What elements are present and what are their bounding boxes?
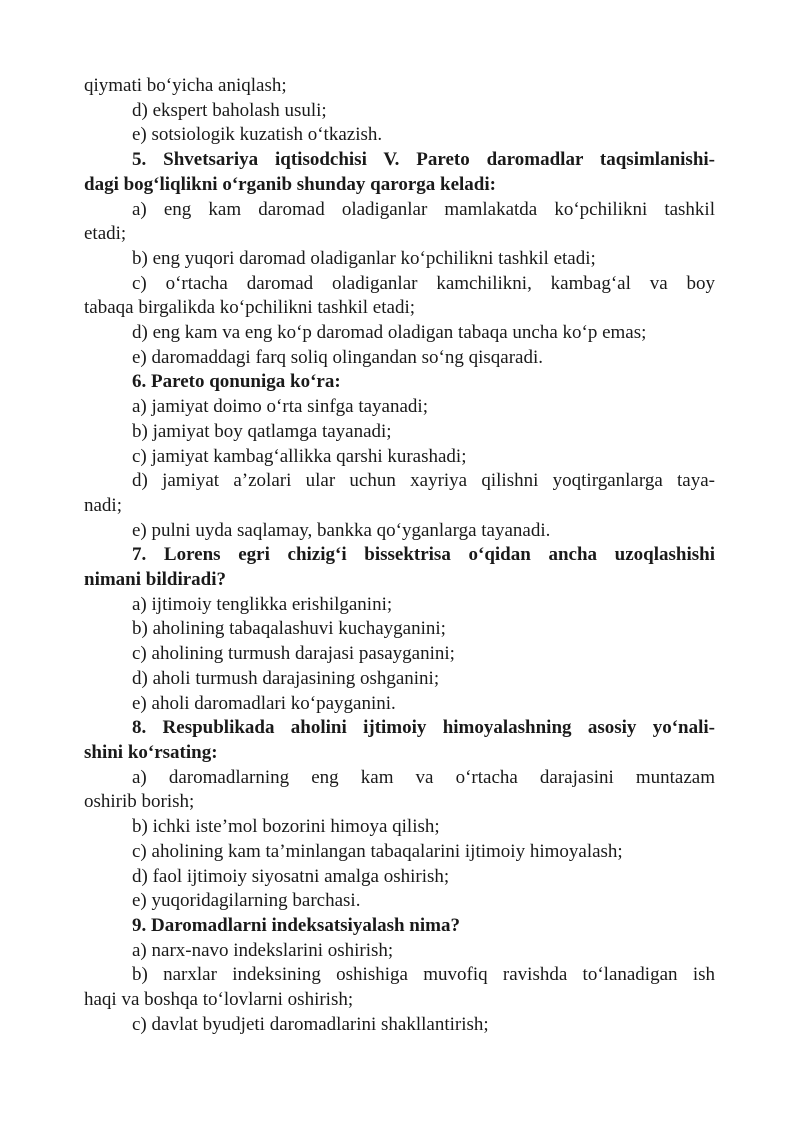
answer-option: e) pulni uyda saqlamay, bankka qo‘yganlarga tayanadi. [132,519,551,541]
question-7-heading-cont: nimani bildiradi? [84,569,227,591]
answer-option: e) sotsiologik kuzatish o‘tkazish. [132,124,383,146]
answer-option-cont: oshirib borish; [84,791,195,813]
answer-option: b) eng yuqori daromad oladiganlar ko‘pchilikni tashkil etadi; [132,247,596,269]
answer-option: e) yuqoridagilarning barchasi. [132,890,361,912]
answer-option: d) jamiyat a’zolari ular uchun xayriya qilishni yoqtirganlarga taya- [132,470,715,492]
answer-option-cont: etadi; [84,223,127,245]
answer-option: c) aholining kam ta’minlangan tabaqalarini ijtimoiy himoyalash; [132,840,623,862]
answer-option-cont: nadi; [84,494,122,516]
answer-option-cont: tabaqa birgalikda ko‘pchilikni tashkil etadi; [84,297,416,319]
answer-option: d) aholi turmush darajasining oshganini; [132,667,440,689]
answer-option: c) o‘rtacha daromad oladiganlar kamchilikni, kambag‘al va boy [132,272,715,294]
answer-option: b) aholining tabaqalashuvi kuchayganini; [132,618,446,640]
answer-option: c) aholining turmush darajasi pasayganini; [132,643,455,665]
answer-option: a) ijtimoiy tenglikka erishilganini; [132,593,393,615]
question-8-heading-cont: shini ko‘rsating: [84,741,218,763]
answer-option: a) narx-navo indekslarini oshirish; [132,939,394,961]
answer-option: b) narxlar indeksining oshishiga muvofiq ravishda to‘lanadigan ish [132,964,715,986]
answer-option: b) jamiyat boy qatlamga tayanadi; [132,420,392,442]
answer-option: e) aholi daromadlari ko‘payganini. [132,692,396,714]
answer-option: b) ichki iste’mol bozorini himoya qilish; [132,816,440,838]
question-8-heading: 8. Respublikada aholini ijtimoiy himoyalashning asosiy yo‘nali- [132,717,715,739]
answer-option: c) jamiyat kambag‘allikka qarshi kurashadi; [132,445,467,467]
answer-option: c) davlat byudjeti daromadlarini shakllantirish; [132,1013,489,1035]
answer-option: d) eng kam va eng ko‘p daromad oladigan tabaqa uncha ko‘p emas; [132,322,647,344]
answer-option-cont: haqi va boshqa to‘lovlarni oshirish; [84,989,354,1011]
answer-option: d) ekspert baholash usuli; [132,99,327,121]
answer-option: a) eng kam daromad oladiganlar mamlakatda ko‘pchilikni tashkil [132,198,715,220]
answer-option: a) daromadlarning eng kam va o‘rtacha darajasini muntazam [132,766,715,788]
text-line: qiymati bo‘yicha aniqlash; [84,75,287,96]
answer-option: a) jamiyat doimo o‘rta sinfga tayanadi; [132,396,428,418]
question-7-heading: 7. Lorens egri chizig‘i bissektrisa o‘qidan ancha uzoqlashishi [132,544,715,566]
answer-option: d) faol ijtimoiy siyosatni amalga oshirish; [132,865,450,887]
document-page [84,74,715,1037]
question-9-heading: 9. Daromadlarni indeksatsiyalash nima? [132,914,460,936]
question-6-heading: 6. Pareto qonuniga ko‘ra: [132,371,341,393]
answer-option: e) daromaddagi farq soliq olingandan so‘ng qisqaradi. [132,346,544,368]
question-5-heading-cont: dagi bog‘liqlikni o‘rganib shunday qarorga keladi: [84,173,496,195]
question-5-heading: 5. Shvetsariya iqtisodchisi V. Pareto daromadlar taqsimlanishi- [132,149,715,171]
